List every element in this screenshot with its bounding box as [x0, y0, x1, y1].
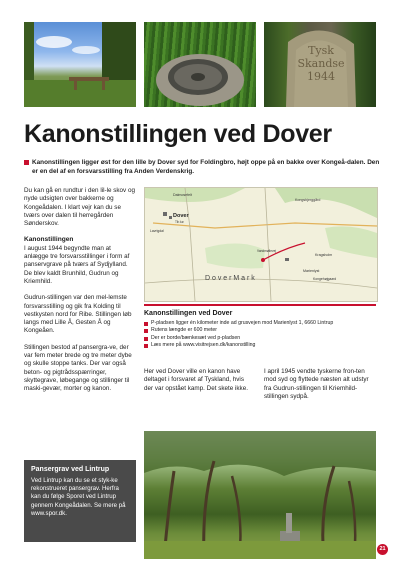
- info-item-text: Der er borde/bænkesæt ved p-pladsen: [151, 334, 241, 341]
- info-item-text: Rutens længde er 600 meter: [151, 327, 218, 334]
- map-label-dover-sub: Tilr.kø: [175, 220, 184, 224]
- right-column: [264, 368, 376, 409]
- april-paragraph: I april 1945 vendte tyskerne fron-ten mod syd og flyttede næsten alt udstyr fra Gudrun-stillingen til Kriemhild-stillingen sydpå.: [264, 368, 369, 400]
- map-label-kongehojgaard: Kongehøjgaard: [313, 277, 337, 281]
- pansergrav-box: [24, 460, 136, 542]
- stone-text-2: Skandse: [297, 57, 345, 70]
- map-label-dover-mark: D o v e r M a r k: [205, 275, 255, 282]
- map-label-dalmose: Dalmosefelt: [173, 193, 192, 197]
- info-item: [144, 327, 376, 334]
- page-number: 21: [377, 544, 388, 555]
- memorial-stone-photo: [264, 22, 376, 107]
- map-label-kongsbjerg: Kongsbjerggård: [295, 198, 321, 202]
- page-title: Kanonstillingen ved Dover: [24, 120, 332, 148]
- left-column: [24, 187, 136, 402]
- survey-marker-photo: [144, 22, 256, 107]
- red-bullet-icon: [24, 160, 29, 165]
- info-link-text[interactable]: Læs mere på www.visitrejsen.dk/kanonstilling: [151, 342, 256, 349]
- info-panel: [144, 304, 376, 350]
- map-label-dover: Dover: [173, 213, 189, 219]
- dover-paragraph: Her ved Dover ville en kanon have deltaget i forsvaret af Tyskland, hvis der var opstået kamp. Det skete ikke.: [144, 368, 248, 392]
- red-bullet-icon: [144, 329, 148, 333]
- box-title: Pansergrav ved Lintrup: [31, 466, 110, 473]
- info-title: Kanonstillingen ved Dover: [144, 310, 233, 317]
- info-item[interactable]: [144, 342, 376, 349]
- stone-text-3: 1944: [307, 70, 335, 83]
- info-item: [144, 320, 376, 327]
- red-bullet-icon: [144, 322, 148, 326]
- map-label-marienlyst: Marienlyst: [303, 269, 320, 273]
- middle-column: [144, 368, 254, 401]
- forest-photo: [144, 431, 376, 559]
- lead-paragraph: [24, 158, 384, 176]
- gudrun-paragraph: Gudrun-stillingen var den mel-lemste forsvarsstilling og gik fra Kolding til vestkysten nord for Ribe. Stillingen løb langs med Lille Å, Gesten Å og Kongeåen.: [24, 294, 132, 335]
- stilling-paragraph: Stillingen bestod af pansergra-ve, der var fem meter brede og tre meter dybe og skulle stoppe tanks. Der var også beton- og pigtrådsspærringer, skyttegrave, løbegange og stillinger til maski-gevær, morter og kanon.: [24, 343, 132, 393]
- landscape-photo: [24, 22, 136, 107]
- map-label-vandmolle: Vandmøllevej: [257, 249, 277, 253]
- red-bullet-icon: [144, 344, 148, 348]
- section-heading-kanonstillingen: Kanonstillingen: [24, 236, 74, 244]
- map-label-lavrigdal: Lavrigdal: [150, 229, 164, 233]
- area-map: [144, 187, 378, 302]
- stone-text-1: Tysk: [308, 44, 334, 57]
- map-label-kragsholm: Kragsholm: [315, 253, 333, 257]
- red-bullet-icon: [144, 337, 148, 341]
- lead-text: Kanonstillingen ligger øst for den lille by Dover syd for Foldingbro, højt oppe på en bakke over Kongeå-dalen. Den er en del af en forsvarsstilling fra Anden Verdenskrig.: [32, 159, 380, 175]
- info-item-text: P-pladsen ligger én kilometer inde ad grusvejen mod Marienlyst 1, 6660 Lintrup: [151, 320, 334, 326]
- info-list: [144, 320, 376, 350]
- box-text: Ved Lintrup kan du se et styk-ke rekonstrueret pansergrav. Herfra kan du følge Sporet ved Lintrup gennem Kongeådalen. Se mere på www.spor.dk.: [31, 477, 126, 517]
- intro-paragraph: Du kan gå en rundtur i den lil-le skov og nyde udsigten over bakkerne og Kongeådalen. I klart vejr kan du se tværs over dalen til herregården Sønderskov.: [24, 187, 135, 228]
- history-paragraph: I august 1944 begyndte man at anlægge tre forsvarsstillinger i form af panservgrave på tværs af Sydjylland. De blev kaldt Brunhild, Gudrun og Kriemhild.: [24, 244, 130, 285]
